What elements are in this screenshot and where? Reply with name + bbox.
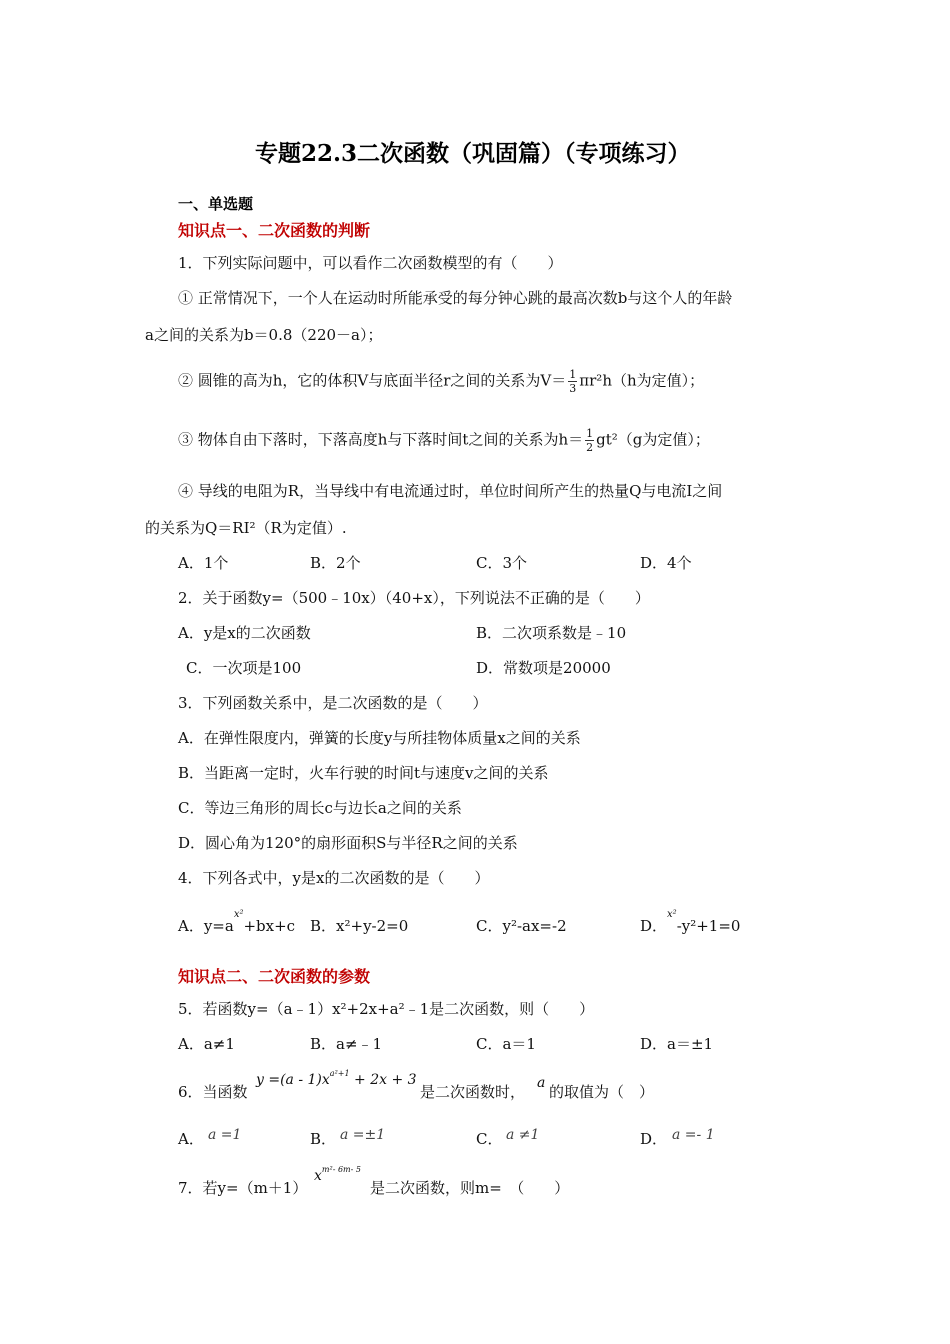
q1-s3-post: gt²（g为定值）； (596, 430, 710, 449)
q3-option-b[interactable]: B．当距离一定时，火车行驶的时间t与速度v之间的关系 (178, 764, 549, 782)
frac-denominator: 2 (586, 441, 594, 454)
q6-formula-main: y =(a - 1)x (256, 1072, 330, 1088)
q1-statement-2 (178, 368, 704, 395)
q6-formula-tail: + 2x + 3 (349, 1072, 417, 1088)
q1-statement-4-cont: 的关系为Q＝RI²（R为定值）. (145, 519, 347, 537)
q6-stem-pre: 6．当函数 (178, 1083, 248, 1101)
q6-stem-mid: 是二次函数时， (420, 1083, 526, 1101)
frac-denominator: 3 (569, 382, 577, 395)
q3-stem: 3．下列函数关系中，是二次函数的是（ ） (178, 694, 488, 712)
q3-option-a[interactable]: A．在弹性限度内，弹簧的长度y与所挂物体质量x之间的关系 (178, 729, 581, 747)
q4-option-b[interactable]: B．x²+y-2=0 (310, 917, 409, 935)
q1-s2-post: πr²h（h为定值）； (579, 371, 705, 390)
q1-s2-pre: ② 圆锥的高为h，它的体积V与底面半径r之间的关系为V＝ (178, 371, 567, 390)
frac-numerator: 1 (586, 427, 594, 440)
q1-statement-3 (178, 427, 710, 454)
knowledge-point-1: 知识点一、二次函数的判断 (178, 221, 371, 240)
q6-option-b-label[interactable]: B． (310, 1130, 337, 1148)
q6-option-d-value[interactable]: a =- 1 (672, 1127, 715, 1143)
q6-stem-post: 的取值为（ ） (549, 1083, 655, 1101)
q6-option-c-label[interactable]: C． (476, 1130, 503, 1148)
q6-variable: a (537, 1075, 546, 1091)
q5-stem: 5．若函数y=（a﹣1）x²+2x+a²﹣1是二次函数，则（ ） (178, 1000, 595, 1018)
q4-option-c[interactable]: C．y²-ax=-2 (476, 917, 567, 935)
q1-option-d[interactable]: D．4个 (640, 554, 692, 572)
q2-option-c[interactable]: C．一次项是100 (186, 659, 302, 677)
q7-formula (314, 1165, 361, 1184)
q6-formula (256, 1069, 417, 1088)
frac-numerator: 1 (569, 368, 577, 381)
q5-option-d[interactable]: D．a＝±1 (640, 1035, 714, 1053)
q6-option-c-value[interactable]: a ≠1 (506, 1127, 540, 1143)
q6-option-b-value[interactable]: a =±1 (340, 1127, 386, 1143)
section-heading: 一、单选题 (178, 195, 254, 213)
q4-d-pre: D． (640, 917, 668, 935)
q2-option-b[interactable]: B．二次项系数是﹣10 (476, 624, 627, 642)
q7-formula-exponent: m²- 6m- 5 (321, 1165, 361, 1174)
q6-formula-exponent: a²+1 (329, 1069, 350, 1078)
fraction-one-half (585, 427, 594, 454)
q1-statement-1-cont: a之间的关系为b＝0.8（220－a）； (145, 326, 383, 344)
q3-option-c[interactable]: C．等边三角形的周长c与边长a之间的关系 (178, 799, 462, 817)
q2-stem: 2．关于函数y=（500﹣10x）（40+x），下列说法不正确的是（ ） (178, 589, 650, 607)
q1-statement-4: ④ 导线的电阻为R，当导线中有电流通过时，单位时间所产生的热量Q与电流I之间 (178, 482, 723, 500)
q7-formula-base: x (314, 1168, 322, 1184)
q2-option-d[interactable]: D．常数项是20000 (476, 659, 611, 677)
q1-stem: 1．下列实际问题中，可以看作二次函数模型的有（ ） (178, 254, 563, 272)
q4-option-d[interactable] (640, 909, 741, 939)
q5-option-c[interactable]: C．a＝1 (476, 1035, 536, 1053)
q6-option-a-label[interactable]: A． (178, 1130, 204, 1148)
q5-option-a[interactable]: A．a≠1 (178, 1035, 235, 1053)
q4-a-pre: A．y=a (178, 917, 234, 935)
q4-d-post: -y²+1=0 (676, 917, 741, 935)
q4-a-exponent: x² (233, 909, 244, 920)
q6-option-d-label[interactable]: D． (640, 1130, 668, 1148)
q1-statement-1: ① 正常情况下，一个人在运动时所能承受的每分钟心跳的最高次数b与这个人的年龄 (178, 289, 733, 307)
page-title: 专题22.3二次函数（巩固篇）（专项练习） (255, 140, 691, 167)
knowledge-point-2: 知识点二、二次函数的参数 (178, 967, 371, 986)
q1-option-b[interactable]: B．2个 (310, 554, 361, 572)
q1-s3-pre: ③ 物体自由下落时，下落高度h与下落时间t之间的关系为h＝ (178, 430, 584, 449)
q5-option-b[interactable]: B．a≠﹣1 (310, 1035, 383, 1053)
fraction-one-third (568, 368, 577, 395)
q6-option-a-value[interactable]: a =1 (208, 1127, 242, 1143)
q4-d-exponent: x² (667, 909, 677, 920)
q4-option-a[interactable] (178, 909, 296, 939)
q1-option-a[interactable]: A．1个 (178, 554, 229, 572)
q3-option-d[interactable]: D．圆心角为120°的扇形面积S与半径R之间的关系 (178, 834, 518, 852)
q1-option-c[interactable]: C．3个 (476, 554, 528, 572)
q4-stem: 4．下列各式中，y是x的二次函数的是（ ） (178, 869, 490, 887)
q4-a-post: +bx+c (243, 917, 296, 935)
q2-option-a[interactable]: A．y是x的二次函数 (178, 624, 311, 642)
q7-stem-pre: 7．若y=（m＋1） (178, 1179, 308, 1197)
q7-stem-post: 是二次函数，则m= （ ） (370, 1179, 570, 1197)
